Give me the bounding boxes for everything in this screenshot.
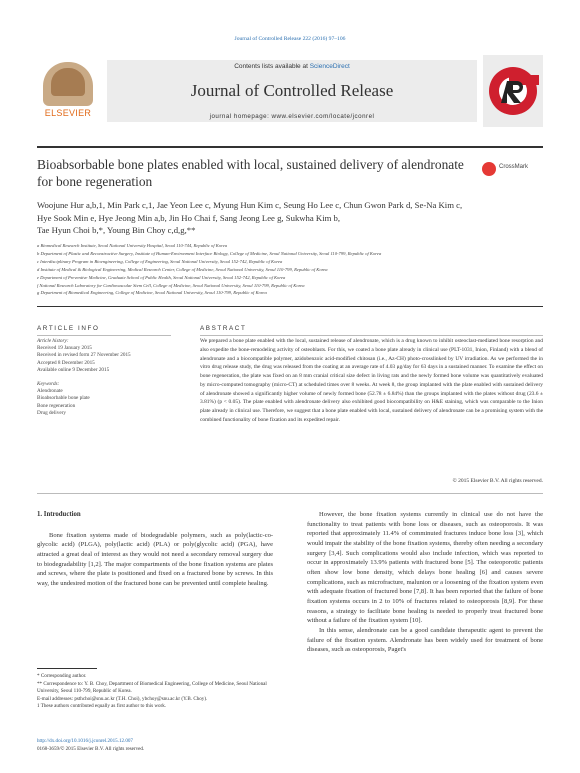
author-list (37, 199, 547, 237)
affiliation: g Department of Biomedical Engineering, College of Medicine, Seoul National University, Seoul 110-799, Republic of Korea (37, 290, 267, 296)
footnote-rule (37, 668, 97, 669)
section-heading: 1. Introduction (37, 511, 81, 518)
journal-title: Journal of Controlled Release (190, 81, 394, 100)
footnote: * Corresponding author. (37, 673, 87, 679)
keyword: Drug delivery (37, 409, 66, 416)
journal-logo-icon (483, 55, 543, 127)
history-item: Accepted 8 December 2015 (37, 359, 95, 366)
history-item: Available online 9 December 2015 (37, 366, 110, 373)
journal-citation[interactable]: Journal of Controlled Release 222 (2016) 97–106 (234, 36, 346, 42)
affiliation: c Interdisciplinary Program in Bioengineering, College of Engineering, Seoul National University, Seoul 152-742, Republic of Korea (37, 258, 283, 264)
paragraph: In this sense, alendronate can be a good candidate therapeutic agent to prevent the failure of the fixation system. Alendronate has been widely used for treatment of bone diseases, such as osteoporosis, Paget's (307, 626, 543, 654)
authors-line[interactable]: Hye Sook Min e, Hye Jeong Min a,b, Jin Ho Chai f, Sang Jeong Lee g, Sukwha Kim b, (37, 212, 341, 223)
journal-homepage[interactable]: journal homepage: www.elsevier.com/locate/jconrel (209, 113, 375, 120)
affiliations (37, 242, 547, 297)
keyword: Alendronate (37, 388, 63, 395)
affiliation: a Biomedical Research Institute, Seoul National University Hospital, Seoul 110-744, Republic of Korea (37, 243, 228, 248)
body-column-right (307, 510, 543, 655)
doi-link[interactable]: http://dx.doi.org/10.1016/j.jconrel.2015.12.007 (37, 738, 133, 744)
body-column-left (37, 510, 273, 589)
history-item: Received 19 January 2015 (37, 345, 92, 352)
article-info-heading: ARTICLE INFO (37, 325, 100, 332)
affiliation: b Department of Plastic and Reconstructive Surgery, Institute of Human-Environment Interface Biology, College of Medicine, Seoul National University, Seoul 110-799, Republic of Korea (37, 250, 382, 256)
article-title: Bioabsorbable bone plates enabled with local, sustained delivery of alendronate for bone regeneration (37, 157, 464, 189)
footnote: ** Correspondence to: Y. B. Choy, Department of Biomedical Engineering, College of Medicine, Seoul National University, Seoul 110-799, Republic of Korea. (37, 680, 267, 695)
elsevier-tree-icon (43, 62, 93, 106)
contents-prefix: Contents lists available at (234, 63, 310, 70)
article-info (37, 338, 171, 417)
contents-line (107, 63, 477, 70)
abstract-bottom-rule (37, 493, 543, 494)
crossmark-icon (482, 162, 496, 176)
paragraph: However, the bone fixation systems currently in clinical use do not have the functionality to treat patients with bone loss or diseases, such as osteoporosis. It was reported that approximately 11.4% of comminuted fractures induce bone loss [3], which would impair the stability of the bone fixation systems, thereby often needing a secondary surgery [3,4]. Such complications would also include infection, which was reported to occur in approximately 13.9% patients with fractured bone [5]. The osteoporotic patients often show low bone density, which delays bone healing [6] and causes severe complications, such as microfracture, malunion or a loosening of the fixation system even with adequate fixation of fractured bone [7,8]. It has been reported that the failure of bone fixation systems occurs in 2 to 10% of fractures related to osteoporosis [8,9]. For these reasons, a strategy to facilitate bone healing is needed to properly treat fractured bone without a failure of the fixation system [10]. (307, 511, 543, 625)
elsevier-logo[interactable] (37, 60, 99, 122)
affiliation: f National Research Laboratory for Cardiovascular Stem Cell, College of Medicine, Seoul National University, Seoul 110-799, Republic of Korea (37, 282, 305, 288)
authors-line[interactable]: Tae Hyun Choi b,*, Young Bin Choy c,d,g,** (37, 225, 196, 236)
elsevier-wordmark: ELSEVIER (44, 108, 92, 118)
history-label: Article history: (37, 338, 69, 344)
crossmark-label: CrossMark (499, 164, 529, 170)
article-info-rule (37, 335, 171, 336)
crossmark-button[interactable] (482, 161, 542, 183)
keywords-label: Keywords: (37, 381, 60, 388)
footnotes (37, 673, 273, 711)
paragraph: Bone fixation systems made of biodegradable polymers, such as poly(lactic-co-glycolic acid) (PLGA), poly(lactic acid) (PLA) or poly(glycolic acid) (PGA), have attracted a great deal of interest as they would not need a secondary removal surgery due to biodegradability [1,2]. The major compartments of the bone fixation systems are plates and screws, where the plate is positioned and fixed on a fractured bone by screws. In this way, the undesired motion of the fractured bone can be prevented until complete healing. (37, 531, 273, 587)
affiliation: e Department of Preventive Medicine, Graduate School of Public Health, Seoul National University, Seoul 152-742, Republic of Korea (37, 274, 286, 280)
history-item: Received in revised form 27 November 2015 (37, 352, 131, 359)
abstract-heading: ABSTRACT (200, 325, 247, 332)
journal-header (37, 60, 543, 136)
footnote-email[interactable]: E-mail addresses: psthchoi@snu.ac.kr (T.H. Choi), ybchoy@snu.ac.kr (Y.B. Choy). (37, 695, 208, 702)
page-footer (37, 737, 273, 753)
abstract-rule (200, 335, 543, 336)
affiliation-divider (37, 306, 543, 307)
header-divider (37, 146, 543, 148)
affiliation: d Institute of Medical & Biological Engineering, Medical Research Center, College of Medicine, Seoul National University, Seoul 110-799, Republic of Korea (37, 266, 328, 272)
footnote: 1 These authors contributed equally as first author to this work. (37, 703, 167, 710)
issn-line: 0168-3659/© 2015 Elsevier B.V. All rights reserved. (37, 746, 145, 752)
abstract-copyright: © 2015 Elsevier B.V. All rights reserved. (452, 478, 543, 484)
keyword: Bone regeneration (37, 402, 76, 409)
keyword: Bioabsorbable bone plate (37, 395, 90, 402)
abstract-text: We prepared a bone plate enabled with the local, sustained release of alendronate, which is a drug known to inhibit osteoclast-mediated bone resorption and also expedite the bone-remodeling activity of osteoblasts. For this, we coated a bone plate already in clinical use (PLT-1031, Inion, Finland) with a blend of alendronate and a biocompatible polymer, azidobenzoic acid-modified chitosan (i.e., Az-CH) photo-crosslinked by UV irradiation. As we performed the in vitro drug release study, the drug was released from the coating at an average rate of 4.03 μg/day for 63 days in a sustained manner. To examine the effect on bone regeneration, the plate was fixed on an 8 mm cranial critical size defect in living rats and the newly formed bone volume was quantitatively evaluated by micro-computed tomography (micro-CT) at scheduled times over 8 weeks. At week 8, the group implanted with the plate enabled with sustained delivery of alendronate showed a significantly higher volume of newly formed bone (52.78 ± 6.84%) than the groups implanted with the plates without drug (23.6 ± 3.81%) (p < 0.05). The plate enabled with alendronate delivery also exhibited good biocompatibility on H&E staining, which was comparable to the Inion plate already in clinical use. Therefore, we suggest that a bone plate enabled with local, sustained delivery of alendronate can be a promising system with the combined functionality of bone fixation and its expedited repair. (200, 338, 543, 423)
authors-line[interactable]: Woojune Hur a,b,1, Min Park c,1, Jae Yeon Lee c, Myung Hun Kim c, Seung Ho Lee c, Chun Gwon Park d, Se-Na Kim c, (37, 200, 463, 210)
spacer (37, 374, 171, 381)
sciencedirect-link[interactable]: ScienceDirect (309, 63, 350, 70)
